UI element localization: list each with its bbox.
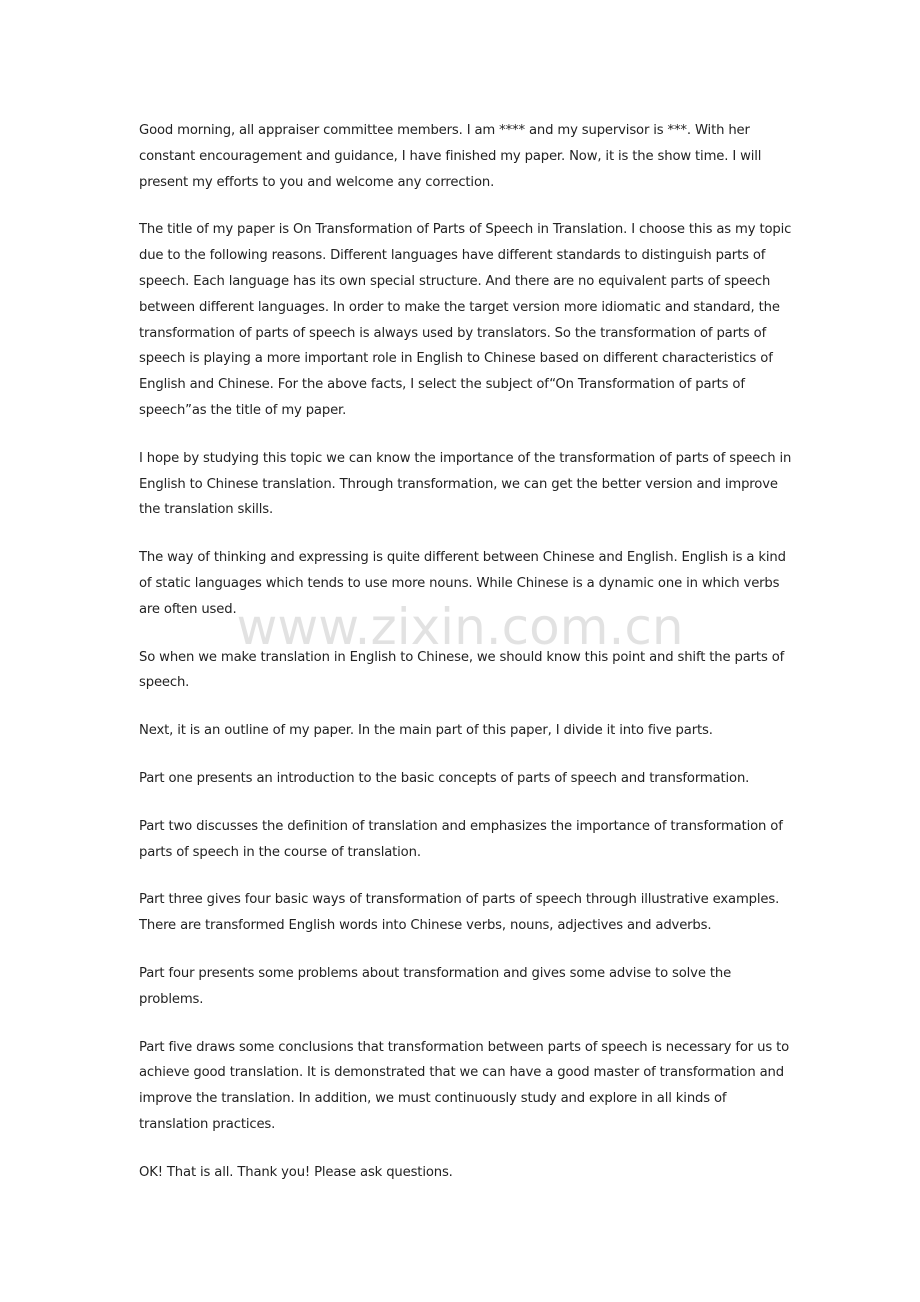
paragraph-topic-reasons: The title of my paper is On Transformation of Parts of Speech in Translation. I choose this as my topic due to the following reasons. Different languages have different standards to distinguish parts of speech. Each language has its own special structure. And there are no equivalent parts of speech between different languages. In order to make the target version more idiomatic and standard, the transformation of parts of speech is always used by translators. So the transformation of parts of speech is playing a more important role in English to Chinese based on different characteristics of English and Chinese. For the above facts, I select the subject of“On Transformation of parts of speech”as the title of my paper. (139, 222, 792, 418)
paragraph-greeting: Good morning, all appraiser committee members. I am **** and my supervisor is ***. With her constant encouragement and guidance, I have finished my paper. Now, it is the show time. I will present my efforts to you and welcome any correction. (139, 123, 762, 190)
paragraph-part-two: Part two discusses the definition of translation and emphasizes the importance of transformation of parts of speech in the course of translation. (139, 818, 783, 860)
paragraph-outline: Next, it is an outline of my paper. In the main part of this paper, I divide it into five parts. (139, 723, 713, 739)
watermark: www.zixin.com.cn (236, 598, 684, 656)
paragraph-thinking-difference: The way of thinking and expressing is quite different between Chinese and English. English is a kind of static languages which tends to use more nouns. While Chinese is a dynamic one in which verbs are often used. (139, 550, 786, 617)
paragraph-hope: I hope by studying this topic we can know the importance of the transformation of parts of speech in English to Chinese translation. Through transformation, we can get the better version and improve the translation skills. (139, 450, 792, 518)
paragraph-part-one: Part one presents an introduction to the basic concepts of parts of speech and transformation. (139, 770, 750, 786)
paragraph-part-five: Part five draws some conclusions that transformation between parts of speech is necessary for us to achieve good translation. It is demonstrated that we can have a good master of transformation and improve the translation. In addition, we must continuously study and explore in all kinds of translation practices. (139, 1039, 790, 1132)
paragraph-shift-parts: So when we make translation in English to Chinese, we should know this point and shift the parts of speech. (139, 649, 785, 691)
document-body (139, 118, 794, 1208)
paragraph-part-three: Part three gives four basic ways of transformation of parts of speech through illustrative examples. There are transformed English words into Chinese verbs, nouns, adjectives and adverbs. (139, 892, 780, 934)
paragraph-part-four: Part four presents some problems about transformation and gives some advise to solve the problems. (139, 965, 732, 1007)
paragraph-closing: OK! That is all. Thank you! Please ask questions. (139, 1164, 453, 1180)
